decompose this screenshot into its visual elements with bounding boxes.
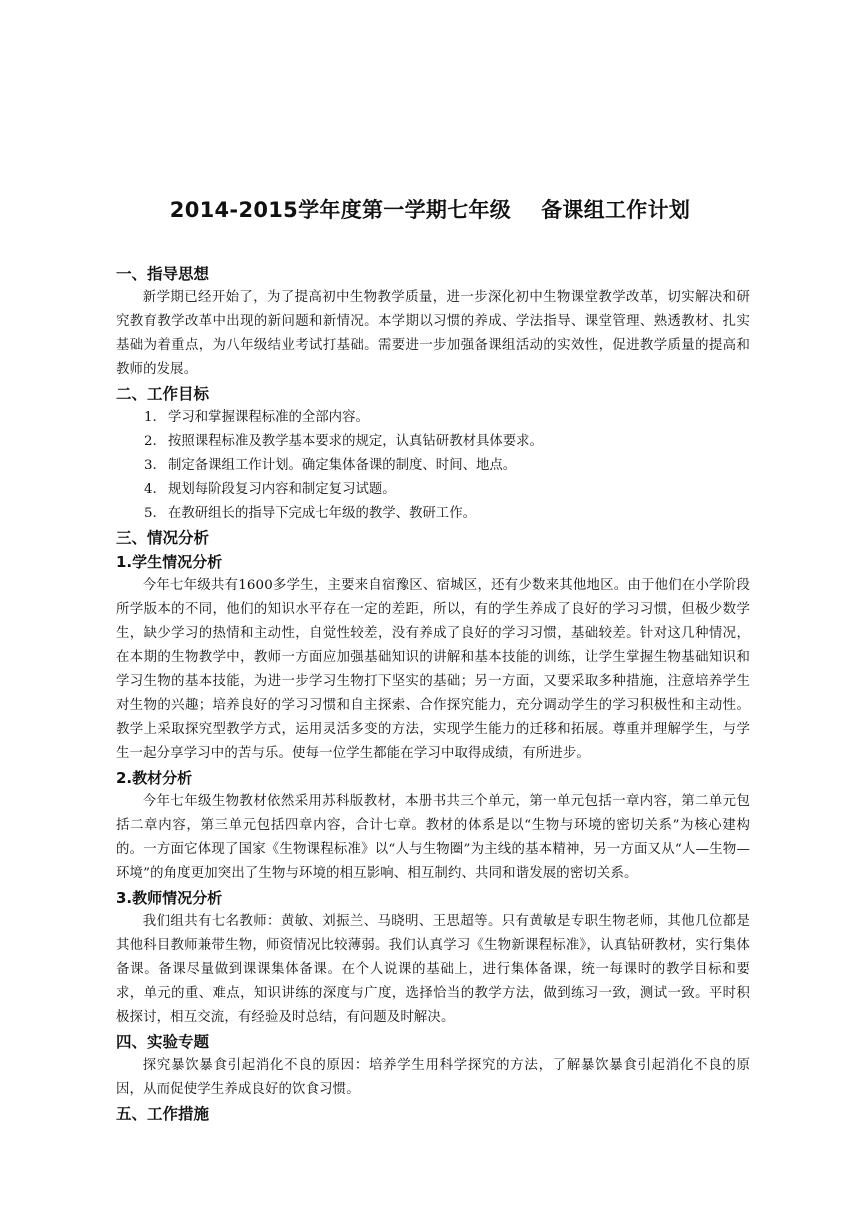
list-item-text: 在教研组长的指导下完成七年级的教学、教研工作。	[168, 506, 476, 521]
work-goals-list	[116, 406, 750, 526]
section-heading-guiding-thought: 一、指导思想	[116, 265, 210, 283]
list-item-number: 3.	[144, 458, 157, 473]
list-item	[116, 454, 750, 478]
guiding-thought-paragraph: 新学期已经开始了，为了提高初中生物教学质量，进一步深化初中生物课堂教学改革，切实解决和研究教育教学改革中出现的新问题和新情况。本学期以习惯的养成、学法指导、课堂管理、熟透教材、扎实基础为着重点，为八年级结业考试打基础。需要进一步加强备课组活动的实效性，促进教学质量的提高和教师的发展。	[116, 290, 750, 377]
page-title	[0, 196, 860, 224]
teacher-analysis-paragraph: 我们组共有七名教师：黄敏、刘振兰、马晓明、王思超等。只有黄敏是专职生物老师，其他几位都是其他科目教师兼带生物，师资情况比较薄弱。我们认真学习《生物新课程标准》，认真钻研教材，实行集体备课。备课尽量做到课课集体备课。在个人说课的基础上，进行集体备课，统一每课时的教学目标和要求，单元的重、难点，知识讲练的深度与广度，选择恰当的教学方法，做到练习一致，测试一致。平时积极探讨，相互交流，有经验及时总结，有问题及时解决。	[116, 914, 750, 1025]
textbook-analysis-paragraph: 今年七年级生物教材依然采用苏科版教材，本册书共三个单元，第一单元包括一章内容，第二单元包括二章内容，第三单元包括四章内容，合计七章。教材的体系是以“生物与环境的密切关系”为核心建构的。一方面它体现了国家《生物课程标准》以“人与生物圈”为主线的基本精神，另一方面又从“人—生物—环境”的角度更加突出了生物与环境的相互影响、相互制约、共同和谐发展的密切关系。	[116, 794, 750, 881]
list-item-text: 按照课程标准及教学基本要求的规定，认真钻研教材具体要求。	[168, 434, 543, 449]
list-item	[116, 502, 750, 526]
list-item-number: 1.	[144, 410, 157, 425]
list-item	[116, 406, 750, 430]
section-heading-experiment-topic: 四、实验专题	[116, 1033, 210, 1051]
list-item	[116, 478, 750, 502]
list-item-number: 5.	[144, 506, 157, 521]
list-item-text: 规划每阶段复习内容和制定复习试题。	[168, 482, 396, 497]
student-analysis-paragraph: 今年七年级共有1600多学生，主要来自宿豫区、宿城区，还有少数来其他地区。由于他们在小学阶段所学版本的不同，他们的知识水平存在一定的差距，所以，有的学生养成了良好的学习习惯，但极少数学生，缺少学习的热情和主动性，自觉性较差，没有养成了良好的学习习惯，基础较差。针对这几种情况，在本期的生物教学中，教师一方面应加强基础知识的讲解和基本技能的训练，让学生掌握生物基础知识和学习生物的基本技能，为进一步学习生物打下坚实的基础；另一方面，又要采取多种措施，注意培养学生对生物的兴趣；培养良好的学习习惯和自主探索、合作探究能力，充分调动学生的学习积极性和主动性。教学上采取探究型教学方式，运用灵活多变的方法，实现学生能力的迁移和拓展。尊重并理解学生，与学生一起分享学习中的苦与乐。使每一位学生都能在学习中取得成绩，有所进步。	[116, 578, 750, 761]
experiment-topic-paragraph: 探究暴饮暴食引起消化不良的原因：培养学生用科学探究的方法，了解暴饮暴食引起消化不良的原因，从而促使学生养成良好的饮食习惯。	[116, 1058, 750, 1097]
list-item-text: 制定备课组工作计划。确定集体备课的制度、时间、地点。	[168, 458, 517, 473]
list-item-number: 4.	[144, 482, 157, 497]
subsection-heading-student-analysis: 1.学生情况分析	[116, 553, 223, 571]
title-part-2: 备课组工作计划	[541, 198, 691, 222]
title-part-1: 2014-2015学年度第一学期七年级	[169, 198, 512, 222]
document-body	[116, 262, 750, 1126]
subsection-heading-teacher-analysis: 3.教师情况分析	[116, 889, 223, 907]
list-item	[116, 430, 750, 454]
section-heading-situation-analysis: 三、情况分析	[116, 529, 210, 547]
subsection-heading-textbook-analysis: 2.教材分析	[116, 769, 193, 787]
section-heading-work-measures: 五、工作措施	[116, 1105, 210, 1123]
list-item-text: 学习和掌握课程标准的全部内容。	[168, 410, 369, 425]
list-item-number: 2.	[144, 434, 157, 449]
section-heading-work-goals: 二、工作目标	[116, 385, 210, 403]
